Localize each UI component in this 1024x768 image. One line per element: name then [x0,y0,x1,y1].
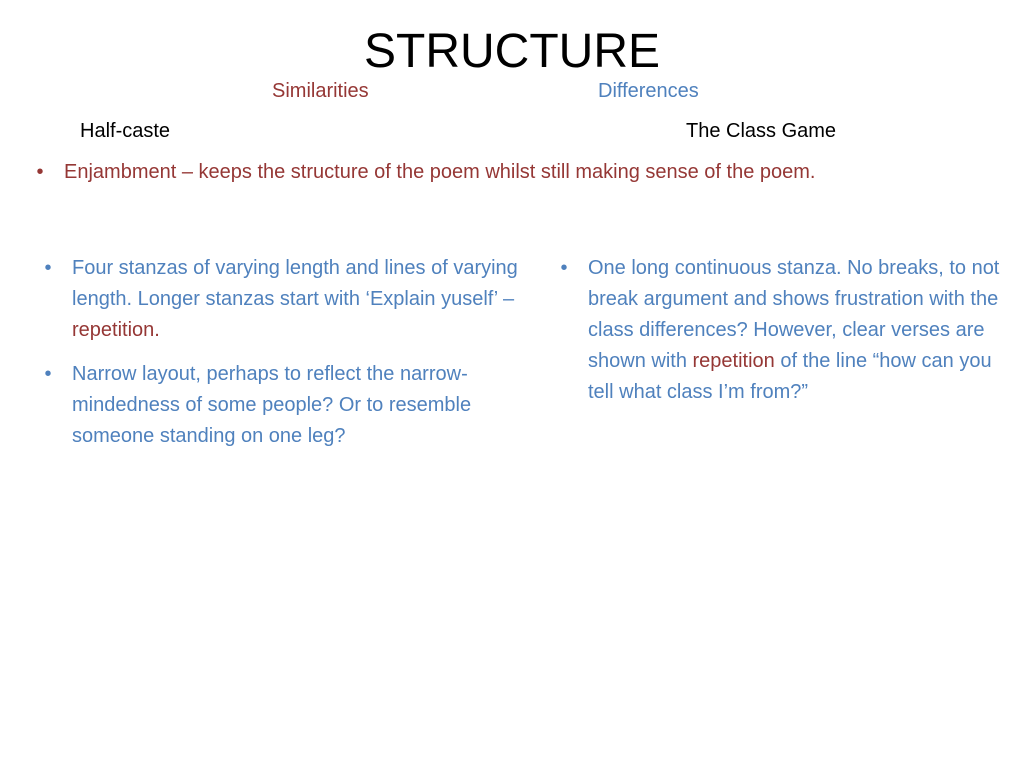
list-item [30,157,890,188]
list-item [38,253,528,346]
poem-title-half-caste: Half-caste [80,120,171,142]
similarities-label: Similarities [272,80,369,102]
bullet-icon: • [44,257,52,279]
bullet-icon: • [44,363,52,385]
bullet-text-end: of the line “how can you tell what class I’m from?” [588,350,992,403]
similarities-list [30,157,890,201]
bullet-icon: • [560,257,568,279]
bullet-text: Enjambment – keeps the structure of the poem whilst still making sense of the poem. [64,161,816,183]
bullet-text-end: . [154,319,160,341]
differences-label: Differences [598,80,699,102]
bullet-text: Narrow layout, perhaps to reflect the narrow-mindedness of some people? Or to resemble someone standing on one leg? [72,363,472,447]
list-item [38,359,528,452]
highlight-text: repetition [692,350,775,372]
half-caste-differences-list [38,253,528,465]
poem-title-class-game: The Class Game [686,120,837,142]
list-item [554,253,1004,408]
slide-title: STRUCTURE [364,25,660,78]
class-game-differences-list [554,253,1004,421]
highlight-text: repetition [72,319,155,341]
bullet-icon: • [36,161,44,183]
bullet-text: One long continuous stanza. No breaks, to not break argument and shows frustration with the class differences? However, clear verses are shown with [588,257,1000,372]
bullet-text: Four stanzas of varying length and lines of varying length. Longer stanzas start with ‘Explain yuself’ – [72,257,518,310]
